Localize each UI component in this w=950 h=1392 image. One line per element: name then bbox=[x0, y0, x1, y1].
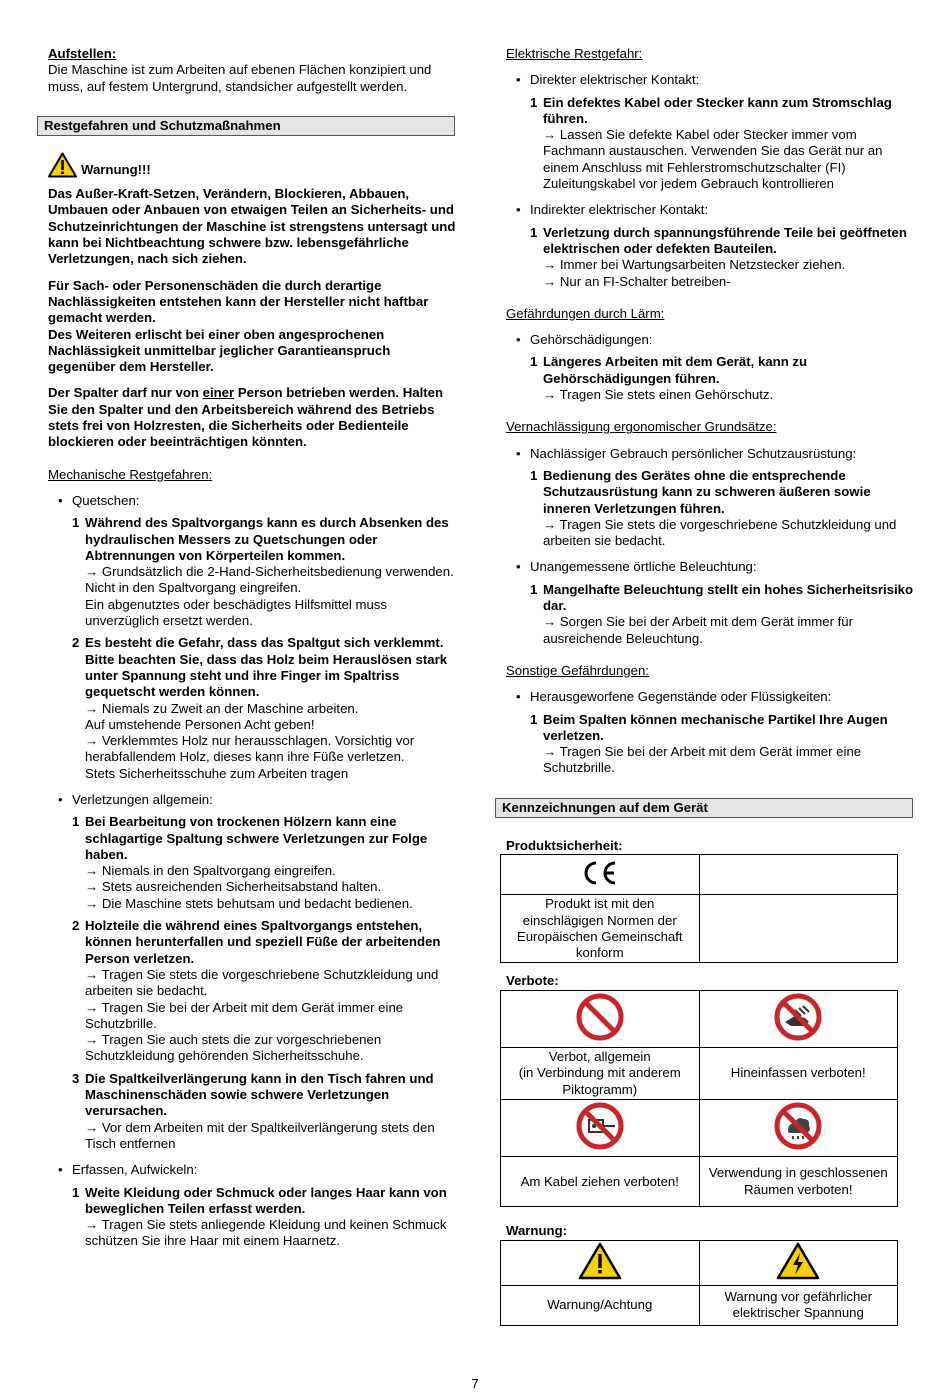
empty-cell bbox=[699, 855, 898, 895]
block-indirekt bbox=[506, 202, 914, 289]
prohibitions-title: Verbote: bbox=[506, 973, 559, 989]
prohibition-general-icon bbox=[575, 992, 625, 1042]
warning-general-icon bbox=[578, 1242, 622, 1280]
electrical-hazards-title: Elektrische Restgefahr: bbox=[506, 46, 643, 61]
product-safety-title: Produktsicherheit: bbox=[506, 837, 623, 853]
block-licht bbox=[506, 559, 914, 646]
product-safety-table bbox=[500, 854, 898, 963]
numbered-item bbox=[530, 712, 914, 777]
action-line: → Vor dem Arbeiten mit der Spaltkeilverlängerung stets den Tisch entfernen bbox=[85, 1120, 456, 1153]
no-reaching-in-label: Hineinfassen verboten! bbox=[699, 1048, 898, 1100]
warnings-title: Warnung: bbox=[506, 1223, 568, 1239]
warning-paragraph-1: Das Außer-Kraft-Setzen, Verändern, Blockieren, Abbauen, Umbauen oder Anbauen von etwaigen Teilen an Sicherheits- und Schutzeinrichtungen der Maschine ist strengstens untersagt und kann bei Nichtbeachtung schwere bzw. lebensgefährliche Verletzungen, nach sich ziehen. bbox=[48, 186, 456, 267]
page-number: 7 bbox=[471, 1376, 479, 1391]
other-hazards-title: Sonstige Gefährdungen: bbox=[506, 662, 649, 678]
item-heading: Die Spaltkeilverlängerung kann in den Tisch fahren und Maschinenschäden sowie schwere Verletzungen verursachen. bbox=[85, 1070, 434, 1119]
no-closed-rooms-icon bbox=[773, 1101, 823, 1151]
ce-mark-icon bbox=[580, 858, 620, 888]
note-line: Auf umstehende Personen Acht geben! bbox=[85, 716, 315, 732]
bullet-title: Herausgeworfene Gegenstände oder Flüssigkeiten: bbox=[530, 689, 832, 705]
bullet-title: Gehörschädigungen: bbox=[530, 332, 653, 348]
bullet-dot: • bbox=[516, 72, 521, 88]
item-number: 1 bbox=[72, 515, 80, 531]
action-line: → Nur an FI-Schalter betreiben- bbox=[543, 274, 914, 290]
item-heading: Während des Spaltvorgangs kann es durch Absenken des hydraulischen Messers zu Quetschungen oder Abtrennungen von Körperteilen kommen. bbox=[85, 515, 449, 563]
empty-cell bbox=[699, 895, 898, 963]
bullet-dot: • bbox=[516, 689, 521, 705]
bullet-item bbox=[516, 72, 914, 88]
item-number: 2 bbox=[72, 635, 80, 651]
action-line: → Lassen Sie defekte Kabel oder Stecker immer vom Fachmann austauschen. Verwenden Sie das Gerät nur an einem Anschluss mit Fehlerstromschutzschalter (FI) Zuleitungskabel vor jedem Gebrauch kontrollieren bbox=[543, 127, 914, 192]
ce-label: Produkt ist mit den einschlägigen Normen der Europäischen Gemeinschaft konform bbox=[501, 895, 700, 963]
no-cable-pull-icon bbox=[575, 1101, 625, 1151]
item-heading: Verletzung durch spannungsführende Teile bei geöffneten elektrischen oder defekten Bauteilen. bbox=[543, 224, 907, 256]
numbered-item bbox=[72, 1185, 456, 1250]
block-sonst bbox=[506, 689, 914, 776]
aufstellen-title: Aufstellen: bbox=[48, 46, 117, 61]
no-reaching-in-cell bbox=[699, 990, 898, 1047]
block-quetschen bbox=[48, 493, 456, 782]
action-line: → Tragen Sie bei der Arbeit mit dem Gerät immer eine Schutzbrille. bbox=[543, 744, 914, 777]
action-line: → Niemals in den Spaltvorgang eingreifen. bbox=[85, 863, 456, 879]
numbered-item bbox=[72, 515, 456, 629]
bullet-title: Quetschen: bbox=[72, 492, 140, 508]
action-line: → Tragen Sie stets anliegende Kleidung und keinen Schmuck schützen Sie ihre Haar mit einem Haarnetz. bbox=[85, 1217, 456, 1250]
warning-voltage-label: Warnung vor gefährlicher elektrischer Spannung bbox=[699, 1285, 898, 1325]
section-header-kennzeichnungen: Kennzeichnungen auf dem Gerät bbox=[495, 798, 913, 818]
bullet-dot: • bbox=[516, 559, 521, 575]
action-line: → Sorgen Sie bei der Arbeit mit dem Gerät immer für ausreichende Beleuchtung. bbox=[543, 614, 914, 647]
warning-line bbox=[48, 152, 456, 178]
item-number: 1 bbox=[530, 94, 538, 110]
numbered-item bbox=[72, 814, 456, 912]
action-line: → Niemals zu Zweit an der Maschine arbeiten. bbox=[85, 701, 456, 717]
bullet-item bbox=[516, 202, 914, 218]
bullet-item bbox=[516, 332, 914, 348]
item-heading: Bei Bearbeitung von trockenen Hölzern kann eine schlagartige Spaltung schwere Verletzungen zur Folge haben. bbox=[85, 814, 428, 862]
item-number: 1 bbox=[530, 354, 538, 370]
bullet-item bbox=[58, 792, 456, 808]
numbered-item bbox=[530, 95, 914, 193]
bullet-item bbox=[58, 493, 456, 509]
item-number: 1 bbox=[72, 1184, 80, 1200]
numbered-item bbox=[72, 635, 456, 782]
item-heading: Holzteile die während eines Spaltvorgangs entstehen, können herunterfallen und speziell Füße der arbeitenden Person verletzen. bbox=[85, 918, 441, 966]
ce-cell bbox=[501, 855, 700, 895]
item-number: 1 bbox=[72, 814, 80, 830]
numbered-item bbox=[72, 1071, 456, 1152]
prohibitions-table bbox=[500, 990, 898, 1207]
warning-label: Warnung!!! bbox=[81, 161, 151, 177]
bullet-title: Verletzungen allgemein: bbox=[72, 791, 213, 807]
bullet-title: Unangemessene örtliche Beleuchtung: bbox=[530, 559, 757, 575]
bullet-title: Indirekter elektrischer Kontakt: bbox=[530, 202, 709, 218]
item-number: 1 bbox=[530, 711, 538, 727]
prohibition-general-label: Verbot, allgemein (in Verbindung mit anderem Piktogramm) bbox=[501, 1048, 700, 1100]
note-line: Ein abgenutztes oder beschädigtes Hilfsmittel muss unverzüglich ersetzt werden. bbox=[85, 596, 387, 629]
warning-general-cell bbox=[501, 1240, 700, 1285]
item-number: 1 bbox=[530, 581, 538, 597]
block-erfassen bbox=[48, 1162, 456, 1249]
bullet-dot: • bbox=[516, 202, 521, 218]
item-heading: Es besteht die Gefahr, dass das Spaltgut sich verklemmt. Bitte beachten Sie, dass das Holz beim Herauslösen stark unter Spannung steht und ihre Finger im Spaltriss gequetscht werden können. bbox=[85, 635, 448, 700]
bullet-title: Erfassen, Aufwickeln: bbox=[72, 1162, 198, 1178]
bullet-dot: • bbox=[58, 1162, 63, 1178]
warning-voltage-icon bbox=[776, 1242, 820, 1280]
action-line: → Verklemmtes Holz nur herausschlagen. Vorsichtig vor herabfallendem Holz, dieses kann ihre Füße verletzen. bbox=[85, 733, 456, 766]
item-heading: Längeres Arbeiten mit dem Gerät, kann zu Gehörschädigungen führen. bbox=[543, 354, 808, 386]
bullet-item bbox=[516, 689, 914, 705]
action-line: → Stets ausreichenden Sicherheitsabstand halten. bbox=[85, 879, 456, 895]
bullet-title: Direkter elektrischer Kontakt: bbox=[530, 72, 700, 88]
item-heading: Weite Kleidung oder Schmuck oder langes Haar kann von beweglichen Teilen erfasst werden. bbox=[85, 1184, 447, 1216]
item-heading: Ein defektes Kabel oder Stecker kann zum Stromschlag führen. bbox=[543, 94, 892, 126]
item-number: 3 bbox=[72, 1070, 80, 1086]
warning-paragraph-2b: Des Weiteren erlischt bei einer oben angesprochenen Nachlässigkeit unmittelbar jeglicher Garantieanspruch gegenüber dem Hersteller. bbox=[48, 326, 391, 375]
no-reaching-in-icon bbox=[773, 992, 823, 1042]
warning-paragraph-2a: Für Sach- oder Personenschäden die durch derartige Nachlässigkeiten entstehen kann der Hersteller nicht haftbar gemacht werden. bbox=[48, 277, 429, 326]
left-column bbox=[44, 46, 456, 1250]
warning-paragraph-3: Der Spalter darf nur von einer Person betrieben werden. Halten Sie den Spalter und den Arbeitsbereich während des Betriebs stets frei von Holzresten, die Sicherheits oder Bedienteile blockieren oder beeinträchtigen könnten. bbox=[48, 385, 444, 450]
warning-triangle-icon bbox=[48, 152, 77, 178]
ergonomic-title: Vernachlässigung ergonomischer Grundsätze: bbox=[506, 419, 777, 435]
mechanical-hazards-title: Mechanische Restgefahren: bbox=[48, 466, 213, 482]
warning-general-label: Warnung/Achtung bbox=[501, 1285, 700, 1325]
action-line: → Die Maschine stets behutsam und bedacht bedienen. bbox=[85, 896, 456, 912]
action-line: → Grundsätzlich die 2-Hand-Sicherheitsbedienung verwenden. Nicht in den Spaltvorgang eingreifen. bbox=[85, 564, 456, 597]
bullet-dot: • bbox=[516, 332, 521, 348]
item-heading: Beim Spalten können mechanische Partikel Ihre Augen verletzen. bbox=[543, 711, 888, 743]
numbered-item bbox=[530, 468, 914, 549]
block-gehoer bbox=[506, 332, 914, 403]
right-column bbox=[502, 46, 914, 1326]
note-line: Stets Sicherheitsschuhe zum Arbeiten tragen bbox=[85, 765, 349, 781]
numbered-item bbox=[530, 225, 914, 290]
item-heading: Bedienung des Gerätes ohne die entsprechende Schutzausrüstung kann zu schweren äußeren sowie inneren Verletzungen führen. bbox=[543, 467, 871, 516]
action-line: → Tragen Sie bei der Arbeit mit dem Gerät immer eine Schutzbrille. bbox=[85, 1000, 456, 1033]
action-line: → Tragen Sie auch stets die zur vorgeschriebenen Schutzkleidung gehörenden Sicherheitsschuhe. bbox=[85, 1032, 456, 1065]
no-cable-pull-label: Am Kabel ziehen verboten! bbox=[501, 1157, 700, 1207]
aufstellen-text: Die Maschine ist zum Arbeiten auf ebenen Flächen konzipiert und muss, auf festem Untergrund, standsicher aufgestellt werden. bbox=[48, 62, 432, 94]
action-line: → Tragen Sie stets einen Gehörschutz. bbox=[543, 387, 914, 403]
bullet-item bbox=[516, 559, 914, 575]
item-number: 2 bbox=[72, 918, 80, 934]
bullet-item bbox=[58, 1162, 456, 1178]
block-verletzungen bbox=[48, 792, 456, 1152]
warnings-table bbox=[500, 1240, 898, 1326]
numbered-item bbox=[530, 582, 914, 647]
bullet-dot: • bbox=[58, 791, 63, 807]
noise-hazards-title: Gefährdungen durch Lärm: bbox=[506, 305, 665, 321]
numbered-item bbox=[530, 354, 914, 403]
item-number: 1 bbox=[530, 467, 538, 483]
section-header-restgefahren: Restgefahren und Schutzmaßnahmen bbox=[37, 116, 455, 136]
bullet-dot: • bbox=[58, 492, 63, 508]
block-direkt bbox=[506, 72, 914, 192]
no-closed-rooms-cell bbox=[699, 1099, 898, 1156]
block-schutz bbox=[506, 446, 914, 550]
no-closed-rooms-label: Verwendung in geschlossenen Räumen verboten! bbox=[699, 1157, 898, 1207]
action-line: → Tragen Sie stets die vorgeschriebene Schutzkleidung und arbeiten sie bedacht. bbox=[85, 967, 456, 1000]
bullet-item bbox=[516, 446, 914, 462]
bullet-dot: • bbox=[516, 445, 521, 461]
action-line: → Tragen Sie stets die vorgeschriebene Schutzkleidung und arbeiten sie bedacht. bbox=[543, 517, 914, 550]
numbered-item bbox=[72, 918, 456, 1065]
no-cable-pull-cell bbox=[501, 1099, 700, 1156]
warning-voltage-cell bbox=[699, 1240, 898, 1285]
item-number: 1 bbox=[530, 224, 538, 240]
prohibition-general-cell bbox=[501, 990, 700, 1047]
action-line: → Immer bei Wartungsarbeiten Netzstecker ziehen. bbox=[543, 257, 914, 273]
bullet-title: Nachlässiger Gebrauch persönlicher Schutzausrüstung: bbox=[530, 445, 857, 461]
item-heading: Mangelhafte Beleuchtung stellt ein hohes Sicherheitsrisiko dar. bbox=[543, 581, 914, 614]
